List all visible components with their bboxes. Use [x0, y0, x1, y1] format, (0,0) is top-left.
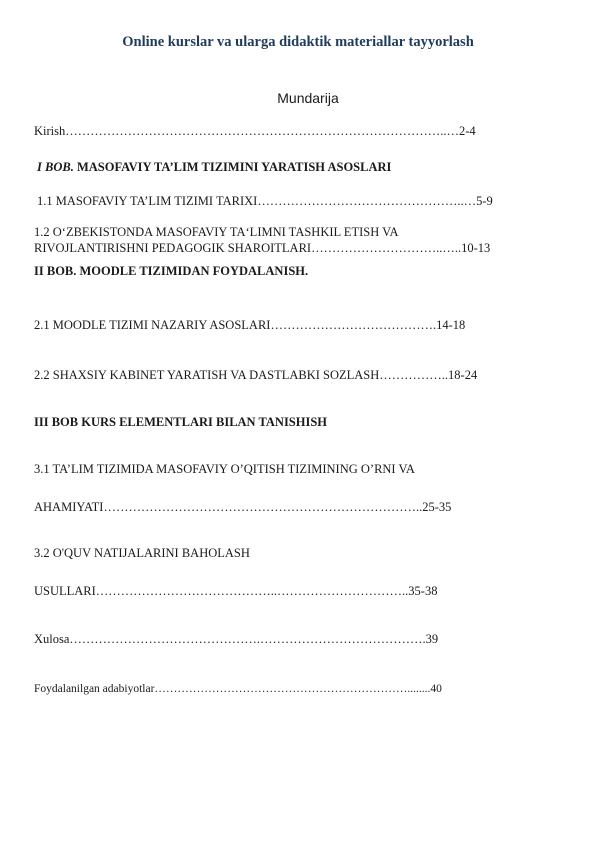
document-title: Online kurslar va ularga didaktik materiallar tayyorlash: [122, 34, 474, 50]
toc-entry-adabiyotlar: Foydalanilgan adabiyotlar…………………………………………………………........40: [34, 683, 442, 695]
toc-entry-3-1-line2: AHAMIYATI…………………………………………………………………..25-35: [34, 500, 452, 514]
toc-entry-2-1: 2.1 MOODLE TIZIMI NAZARIY ASOSLARI………………………………….14-18: [34, 318, 466, 332]
toc-entry-1-2-line2: RIVOJLANTIRISHNI PEDAGOGIK SHAROITLARI…………………………..…..10-13: [34, 241, 491, 255]
toc-entry-1-2-line1: 1.2 O‘ZBEKISTONDA MASOFAVIY TA‘LIMNI TASHKIL ETISH VA: [34, 225, 399, 239]
toc-entry-3-1-line1: 3.1 TA’LIM TIZIMIDA MASOFAVIY O’QITISH TIZIMINING O’RNI VA: [34, 462, 415, 476]
toc-entry-1-1: 1.1 MASOFAVIY TA’LIM TIZIMI TARIXI…………………………………………..…5-9: [37, 194, 493, 208]
contents-heading: Mundarija: [277, 90, 339, 106]
toc-entry-bob3: III BOB KURS ELEMENTLARI BILAN TANISHISH: [34, 415, 328, 429]
toc-entry-kirish: Kirish………………………………………………………………………………..…2-4: [34, 124, 476, 138]
toc-entry-3-2-line1: 3.2 O'QUV NATIJALARINI BAHOLASH: [34, 546, 250, 560]
toc-entry-xulosa: Xulosa……………………………………….………………………………….39: [34, 632, 439, 646]
toc-entry-3-2-line2: USULLARI……………………………………..…………………………..35-38: [34, 584, 438, 598]
toc-bob1-number: I BOB.: [37, 160, 74, 174]
toc-entry-2-2: 2.2 SHAXSIY KABINET YARATISH VA DASTLABKI SOZLASH……………..18-24: [34, 368, 478, 382]
toc-entry-bob2: II BOB. MOODLE TIZIMIDAN FOYDALANISH.: [34, 264, 309, 278]
toc-entry-bob1: [37, 160, 391, 175]
toc-bob1-title: MASOFAVIY TA’LIM TIZIMINI YARATISH ASOSLARI: [73, 160, 392, 174]
